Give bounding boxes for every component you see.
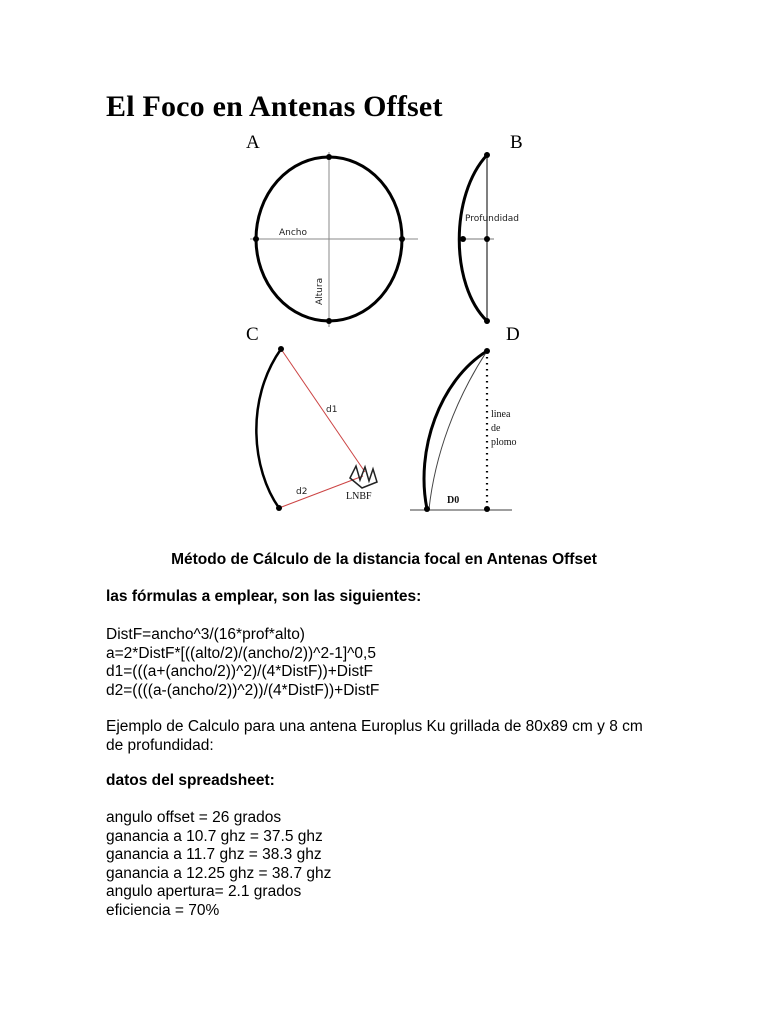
label-profundidad: Profundidad [465,214,520,224]
spreadsheet-list [106,809,331,920]
panel-letter-b: B [510,132,523,153]
formula-line: d2=((((a-(ancho/2))^2))/(4*DistF))+DistF [106,681,380,699]
offset-point-top [278,346,284,352]
dish-offset-profile [256,349,281,508]
label-linea-3: plomo [491,437,517,448]
dish-tilted-profile [424,351,487,509]
panel-letter-d: D [506,324,520,345]
label-altura: Altura [315,277,325,305]
panel-letter-a: A [246,132,260,153]
profile-point-depth-right [484,236,490,242]
tilted-point-bottom-right [484,506,490,512]
ellipse-point-bottom [326,318,332,324]
formula-line: DistF=ancho^3/(16*prof*alto) [106,626,305,643]
lnbf-feed [350,466,377,488]
offset-point-bottom [276,505,282,511]
spreadsheet-line: eficiencia = 70% [106,901,220,919]
label-d2: d2 [296,487,308,497]
example-paragraph [106,718,643,755]
spreadsheet-line: angulo offset = 26 grados [106,809,282,826]
tilted-point-top [484,348,490,354]
section-heading: Método de Cálculo de la distancia focal en Antenas Offset [171,551,597,568]
example-line: de profundidad: [106,736,214,754]
profile-point-depth-left [460,236,466,242]
profile-point-top [484,152,490,158]
formula-line: a=2*DistF*[((alto/2)/(ancho/2))^2-1]^0,5 [106,644,376,662]
spreadsheet-line: ganancia a 10.7 ghz = 37.5 ghz [106,827,323,845]
label-lnbf: LNBF [346,491,372,502]
profile-point-bottom [484,318,490,324]
formula-list [106,626,379,700]
page-title: El Foco en Antenas Offset [106,90,443,123]
label-linea-1: linea [491,409,511,420]
spreadsheet-line: angulo apertura= 2.1 grados [106,883,302,900]
label-ancho: Ancho [279,228,308,238]
ellipse-point-right [399,236,405,242]
tilted-point-bottom-left [424,506,430,512]
spreadsheet-heading: datos del spreadsheet: [106,772,275,789]
ellipse-point-top [326,154,332,160]
label-d0: D0 [447,495,460,506]
ellipse-point-left [253,236,259,242]
spreadsheet-line: ganancia a 12.25 ghz = 38.7 ghz [106,864,332,882]
spreadsheet-line: ganancia a 11.7 ghz = 38.3 ghz [106,846,322,863]
label-linea-2: de [491,423,501,434]
d1-line [281,349,365,472]
panel-letter-c: C [246,324,259,345]
label-d1: d1 [326,405,338,415]
example-line: Ejemplo de Calculo para una antena Europlus Ku grillada de 80x89 cm y 8 cm [106,718,643,735]
formulas-intro: las fórmulas a emplear, son las siguientes: [106,588,422,605]
formula-line: d1=(((a+(ancho/2))^2)/(4*DistF))+DistF [106,663,373,680]
